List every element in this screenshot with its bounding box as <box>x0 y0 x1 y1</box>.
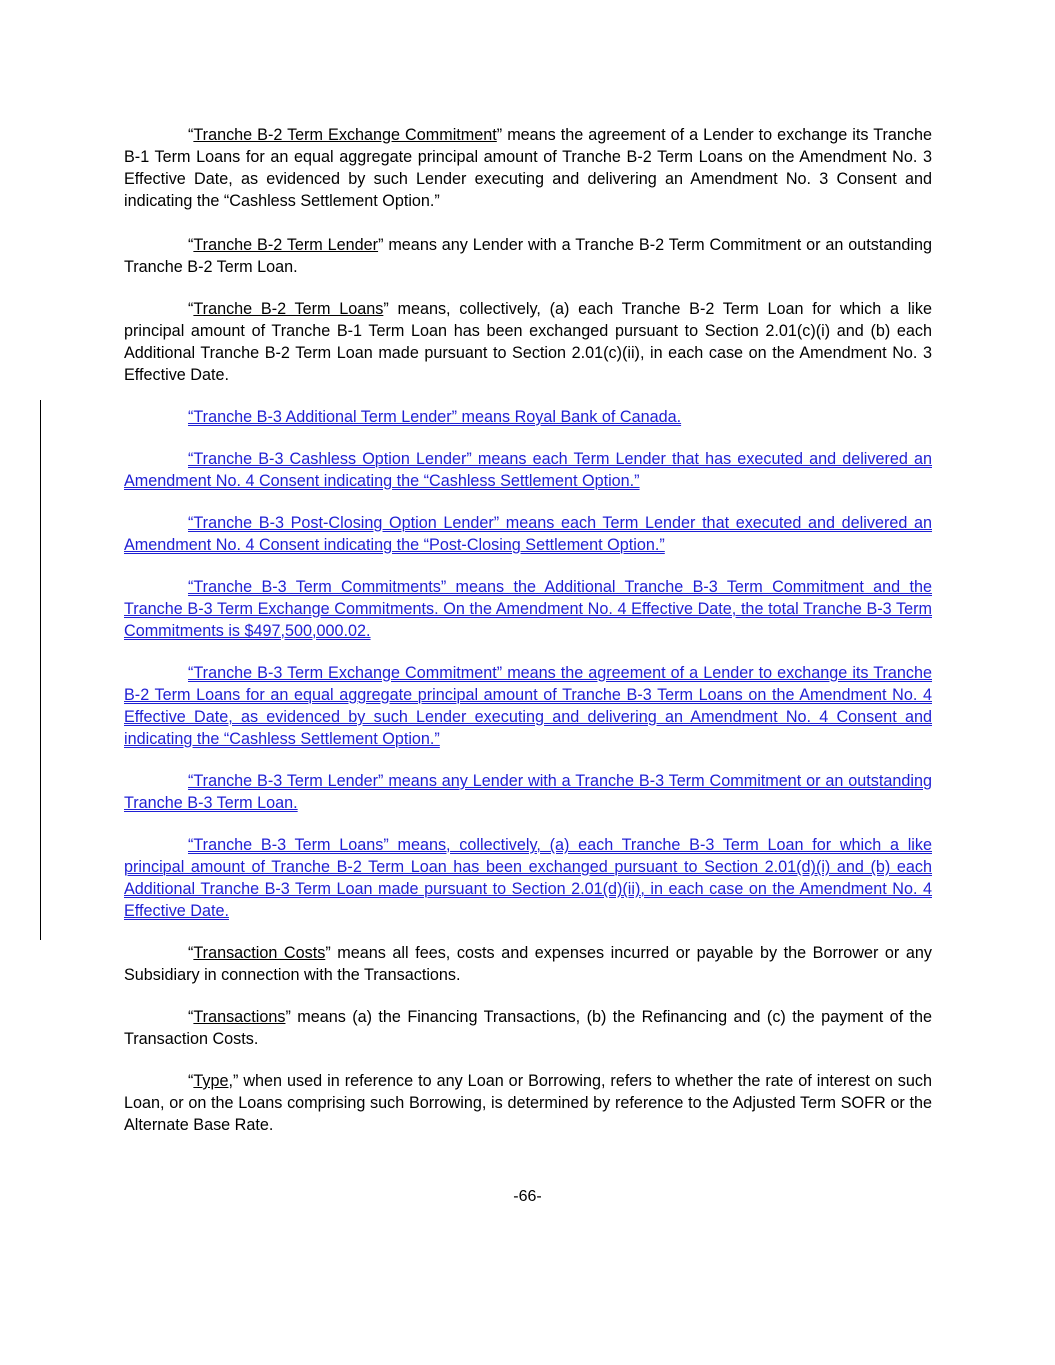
close-quote: ” <box>325 944 331 962</box>
open-quote: “ <box>188 1008 194 1026</box>
definition-body: means any Lender with a Tranche B-2 Term Commitment or an outstanding Tranche B-2 Term Loan. <box>124 236 932 276</box>
close-quote: ” <box>285 1008 291 1026</box>
definition-body: means (a) the Financing Transactions, (b) the Refinancing and (c) the payment of the Transaction Costs. <box>124 1008 932 1048</box>
inserted-text: “Tranche B-3 Post-Closing Option Lender” means each Term Lender that executed and delivered an Amendment No. 4 Consent indicating the “Post-Closing Settlement Option.” <box>124 514 932 554</box>
close-quote: ,” <box>228 1072 239 1090</box>
definition-tranche-b2-term-loans <box>124 298 932 386</box>
defined-term: Tranche B-2 Term Lender <box>193 236 379 254</box>
inserted-text: “Tranche B-3 Additional Term Lender” means Royal Bank of Canada. <box>188 408 682 426</box>
definition-body: when used in reference to any Loan or Borrowing, refers to whether the rate of interest on such Loan, or on the Loans comprising such Borrowing, is determined by reference to the Adjusted Term SOFR or the Alternate Base Rate. <box>124 1072 932 1134</box>
inserted-definition-tranche-b3-post-closing-option-lender <box>124 512 932 556</box>
defined-term: Tranche B-2 Term Loans <box>193 300 384 318</box>
defined-term: Tranche B-2 Term Exchange Commitment <box>193 126 497 144</box>
definition-tranche-b2-term-exchange-commitment <box>124 124 932 212</box>
inserted-definition-tranche-b3-cashless-option-lender <box>124 448 932 492</box>
inserted-definition-tranche-b3-additional-term-lender <box>124 406 932 428</box>
inserted-text: “Tranche B-3 Term Loans” means, collectively, (a) each Tranche B-3 Term Loan for which a like principal amount of Tranche B-2 Term Loan has been exchanged pursuant to Section 2.01(d)(i) and (b) each Additional Tranche B-3 Term Loan made pursuant to Section 2.01(d)(ii), in each case on the Amendment No. 4 Effective Date. <box>124 836 932 920</box>
close-quote: ” <box>496 126 503 144</box>
definition-body: means all fees, costs and expenses incurred or payable by the Borrower or any Subsidiary in connection with the Transactions. <box>124 944 932 984</box>
inserted-text: “Tranche B-3 Cashless Option Lender” means each Term Lender that has executed and delivered an Amendment No. 4 Consent indicating the “Cashless Settlement Option.” <box>124 450 932 490</box>
inserted-text: “Tranche B-3 Term Exchange Commitment” means the agreement of a Lender to exchange its Tranche B-2 Term Loans for an equal aggregate principal amount of Tranche B-3 Term Loans on the Amendment No. 4 Effective Date, as evidenced by such Lender executing and delivering an Amendment No. 4 Consent and indicating the “Cashless Settlement Option.” <box>124 664 932 748</box>
page-number: -66- <box>513 1188 542 1205</box>
defined-term: Transactions <box>193 1008 286 1026</box>
inserted-definition-tranche-b3-term-lender <box>124 770 932 814</box>
definition-tranche-b2-term-lender <box>124 234 932 278</box>
close-quote: ” <box>383 300 389 318</box>
definition-type <box>124 1070 932 1136</box>
document-page <box>124 124 932 1156</box>
inserted-definition-tranche-b3-term-commitments <box>124 576 932 642</box>
defined-term: Type <box>193 1072 229 1090</box>
inserted-definition-tranche-b3-term-loans <box>124 834 932 922</box>
open-quote: “ <box>188 944 194 962</box>
close-quote: ” <box>378 236 384 254</box>
inserted-text: “Tranche B-3 Term Commitments” means the Additional Tranche B-3 Term Commitment and the Tranche B-3 Term Exchange Commitments. On the Amendment No. 4 Effective Date, the total Tranche B-3 Term Commitments is $497,500,000.02. <box>124 578 932 640</box>
open-quote: “ <box>188 236 194 254</box>
defined-term: Transaction Costs <box>193 944 326 962</box>
open-quote: “ <box>188 1072 194 1090</box>
open-quote: “ <box>188 300 194 318</box>
definition-body: means the agreement of a Lender to exchange its Tranche B-1 Term Loans for an equal aggregate principal amount of Tranche B-2 Term Loans on the Amendment No. 3 Effective Date, as evidenced by such Lender executing and delivering an Amendment No. 3 Consent and indicating the “Cashless Settlement Option.” <box>124 126 932 210</box>
revision-change-bar <box>40 400 41 940</box>
definition-transactions <box>124 1006 932 1050</box>
inserted-text: “Tranche B-3 Term Lender” means any Lender with a Tranche B-3 Term Commitment or an outstanding Tranche B-3 Term Loan. <box>124 772 932 812</box>
definition-transaction-costs <box>124 942 932 986</box>
open-quote: “ <box>188 126 194 144</box>
inserted-definition-tranche-b3-term-exchange-commitment <box>124 662 932 750</box>
definition-body: means, collectively, (a) each Tranche B-2 Term Loan for which a like principal amount of Tranche B-1 Term Loan has been exchanged pursuant to Section 2.01(c)(i) and (b) each Additional Tranche B-2 Term Loan made pursuant to Section 2.01(c)(ii), in each case on the Amendment No. 3 Effective Date. <box>124 300 932 384</box>
